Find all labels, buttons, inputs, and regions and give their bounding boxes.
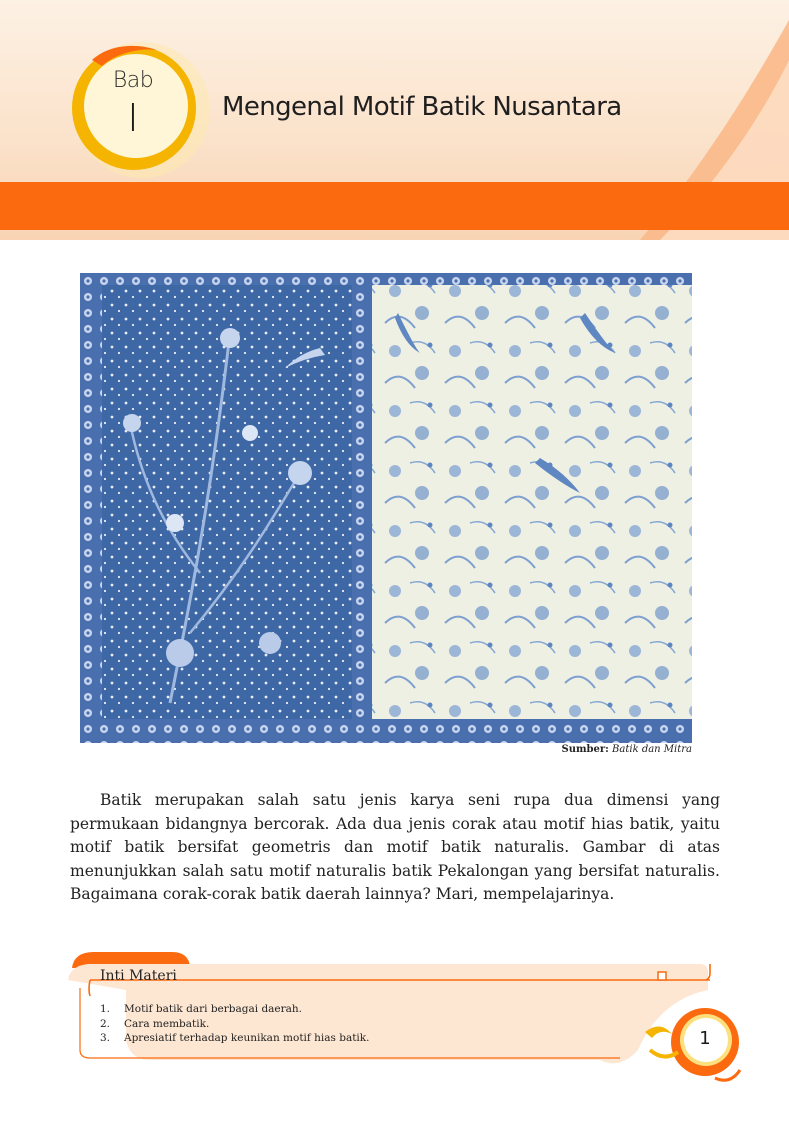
figure-caption [561,744,692,755]
inti-materi-title: Inti Materi [100,968,177,984]
list-item [100,1031,370,1046]
list-item-number: 3. [100,1032,111,1044]
inti-materi-list [100,1002,370,1046]
intro-paragraph: Batik merupakan salah satu jenis karya seni rupa dua dimensi yang permukaan bidangnya bercorak. Ada dua jenis corak atau motif hias batik, yaitu motif batik bersifat geometris dan motif batik naturalis. Gambar di atas menunjukkan salah satu motif naturalis batik Pekalongan yang bersifat naturalis. Bagaimana corak-corak batik daerah lainnya? Mari, mempelajarinya. [70,791,720,903]
chapter-number: I [127,96,139,140]
chapter-title: Mengenal Motif Batik Nusantara [222,92,622,122]
caption-source-label: Sumber: [561,744,609,755]
list-item-text: Cara membatik. [124,1017,210,1030]
batik-pekalongan-image [80,273,692,743]
list-item-text: Apresiatif terhadap keunikan motif hias batik. [124,1032,370,1044]
list-item-text: Motif batik dari berbagai daerah. [124,1003,303,1015]
chapter-label: Bab [112,68,154,93]
caption-source: Batik dan Mitra [612,744,692,755]
list-item-number: 2. [100,1017,111,1030]
list-item-number: 1. [100,1003,111,1015]
list-item [100,1002,370,1017]
header-orange-band [0,182,789,230]
list-item [100,1017,370,1032]
page-number: 1 [699,1028,711,1049]
